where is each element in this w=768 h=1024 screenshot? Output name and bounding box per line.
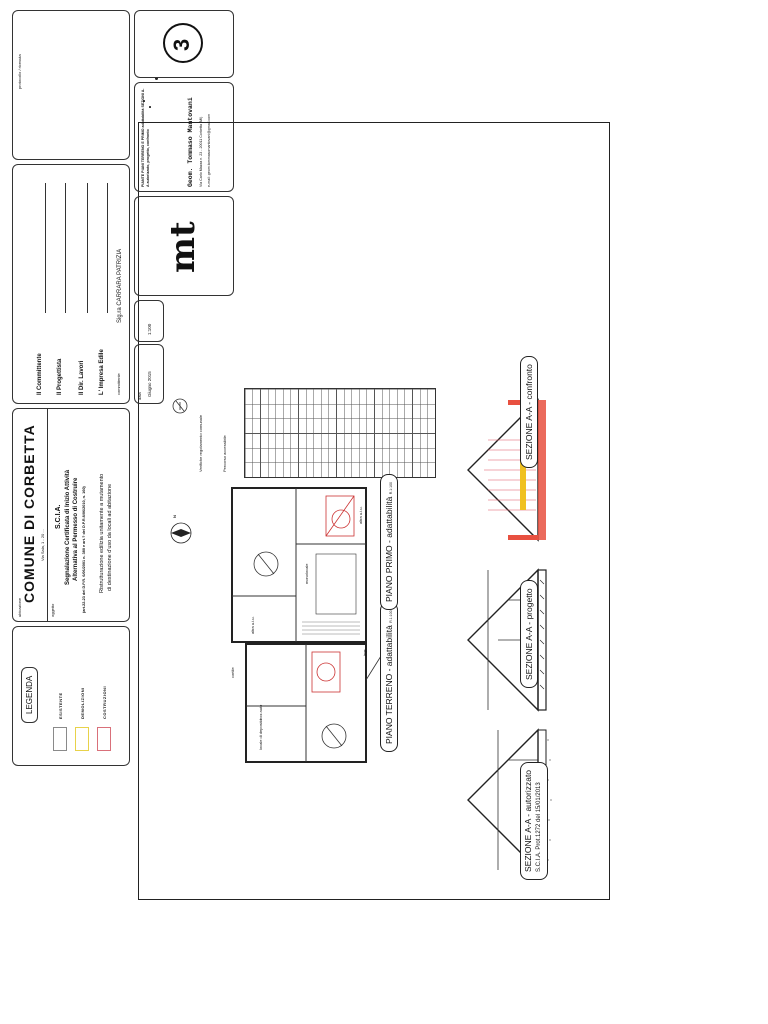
caption-sezione-progetto [520, 580, 538, 688]
legend-label-construction: COSTRUZIONI [102, 685, 107, 719]
label-locale-deposito: locale di deposito [258, 719, 263, 750]
protocollo-label: protocollo / ricevuta [17, 54, 22, 89]
sig-dirlavori-label: Il Dir. Lavori [79, 360, 85, 395]
label-altra-uiu-2: altra u.i.u. [358, 506, 363, 524]
ubicazione-label: ubicazione [17, 597, 22, 617]
title-box [12, 408, 130, 622]
caption-piano-primo-scale: R.1:100 [389, 482, 393, 495]
subject-line-2: di destinazione d'uso da locali ad abitazione [107, 483, 113, 591]
doc-ref: (art.22-23 del D.P.R. 6/06/2001 n. 380 e art.? del D.P.R.8/06/2010, n. 160) [82, 486, 86, 613]
date-box [134, 344, 164, 404]
verification-table [244, 388, 436, 478]
designer-address: Via Carlo Mazza n. 23 - 20011 Corbetta (MI) [199, 116, 203, 187]
sheet-desc-box [134, 82, 234, 192]
legend-swatch-existing [53, 727, 67, 751]
drawing-sheet [4, 4, 468, 774]
title-divider [47, 409, 48, 621]
caption-piano-primo-text: PIANO PRIMO - adattabilità [384, 496, 394, 602]
caption-sezione-progetto-text: SEZIONE A-A - progetto [524, 588, 534, 680]
sig-progettista-label: Il Progettista [57, 358, 63, 395]
caption-sezione-confronto [520, 356, 538, 468]
sheet-number-box [134, 10, 234, 78]
sig-dirlavori-line [87, 183, 88, 313]
scale-box [134, 300, 164, 342]
plan-piano-primo [226, 484, 376, 644]
caption-sezione-autorizzato-text: SEZIONE A-A - autorizzato [523, 769, 533, 872]
committente-name: Sig.ra CARRARA PATRIZIA [117, 248, 123, 323]
sig-committente-label: Il Committente [37, 353, 43, 395]
doc-title-2: Alternativa al Permesso di Costruire [73, 477, 79, 581]
compass-primo [170, 522, 192, 544]
doc-title-1: Segnalazione Certificata di Inizio Attività [65, 469, 71, 585]
sheet-description: PIANTE PIANI TERRENO E PRIMO adattabilità SEZIONI A-A autorizzato, progetto, confronto [141, 88, 150, 187]
scale-value: 1:100 [147, 323, 152, 335]
subject-line-1: Ristrutturazione edilizia unitamente a mutamento [99, 473, 105, 593]
label-ingresso: ingr. [362, 648, 367, 656]
committente-label: committente [116, 373, 121, 395]
signatures-box [12, 164, 130, 404]
protocollo-box [12, 10, 130, 160]
label-monolocale: monolocale [304, 563, 309, 584]
sig-progettista-line [65, 183, 66, 313]
table-header: Verifiche regolamento comunale [198, 414, 203, 472]
caption-sezione-autorizzato [520, 762, 548, 880]
legend-label-existing: ESISTENTE [58, 692, 63, 719]
legend-label-demolition: DEMOLIZIONI [80, 687, 85, 719]
oggetto-label: oggetto [50, 603, 55, 617]
sig-committente-line [45, 183, 46, 313]
municipality-sub: Via Sala, 1 - 20 ... [40, 529, 45, 561]
sig-impresa-line [107, 183, 108, 313]
legend-title: LEGENDA [21, 667, 38, 723]
caption-piano-terreno-text: PIANO TERRENO - adattabilità [384, 625, 394, 744]
label-cortile: cortile [230, 667, 235, 678]
date-value: Giugno 2015 [147, 371, 152, 397]
legend-swatch-demolition [75, 727, 89, 751]
label-altra-uiu-1: altra u.i.u. [250, 616, 255, 634]
compass-n-label: N [172, 515, 177, 518]
logo-mark: mt [163, 221, 203, 273]
caption-piano-primo [380, 474, 398, 610]
legend-box [12, 626, 130, 766]
legend-swatch-construction [97, 727, 111, 751]
caption-sezione-autorizzato-sub: S.C.I.A. Prot.1272 del 15/01/2013 [536, 782, 542, 872]
caption-piano-terreno-scale: R.1:100 [389, 610, 393, 623]
designer-email: e-mail: geom.tommasomantovani@gmail.com [207, 113, 211, 187]
sheet-number: 3 [169, 38, 194, 51]
logo-box [134, 196, 234, 296]
date-label: data [137, 392, 142, 400]
north-symbol [172, 398, 188, 414]
sig-impresa-label: L' Impresa Edile [99, 349, 105, 395]
municipality-title: COMUNE DI CORBETTA [21, 424, 37, 603]
label-box-auto: box auto [258, 704, 263, 720]
table-subheader: Percorso accessibile [222, 435, 227, 472]
designer-name: Geom. Tommaso Mantovani [187, 97, 194, 187]
caption-sezione-confronto-text: SEZIONE A-A - confronto [524, 364, 534, 460]
doc-type: S.C.I.A. [55, 504, 62, 529]
